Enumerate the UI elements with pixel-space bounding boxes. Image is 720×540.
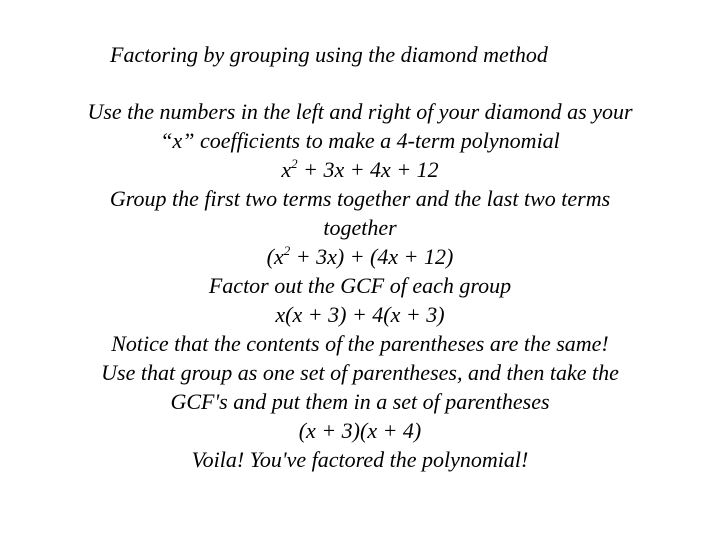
instruction-line-5: Factor out the GCF of each group	[208, 273, 512, 298]
instruction-line-4: together	[323, 215, 397, 240]
factored-result: (x + 3)(x + 4)	[298, 418, 422, 443]
instruction-line-7: Use that group as one set of parentheses, and then take the	[101, 360, 619, 385]
grouped-polynomial-exponent: 2	[283, 242, 291, 258]
instruction-line-6: Notice that the contents of the parentheses are the same!	[111, 331, 609, 356]
grouped-polynomial	[0, 242, 720, 271]
expanded-polynomial-exponent: 2	[291, 155, 298, 171]
conclusion-line: Voila! You've factored the polynomial!	[191, 447, 529, 472]
grouped-polynomial-base: (x	[266, 244, 284, 269]
expanded-polynomial-rest: + 3x + 4x + 12	[297, 157, 439, 182]
instruction-line-8: GCF's and put them in a set of parentheses	[170, 389, 550, 414]
gcf-factored-expression: x(x + 3) + 4(x + 3)	[275, 302, 445, 327]
expanded-polynomial	[0, 155, 720, 184]
grouped-polynomial-rest: + 3x) + (4x + 12)	[290, 244, 454, 269]
instruction-line-1: Use the numbers in the left and right of your diamond as your	[87, 99, 633, 124]
expanded-polynomial-base: x	[281, 157, 292, 182]
instruction-line-2: “x” coefficients to make a 4-term polynomial	[160, 128, 560, 153]
slide-title: Factoring by grouping using the diamond method	[110, 42, 548, 67]
slide-body	[0, 97, 720, 474]
instruction-line-3: Group the first two terms together and the last two terms	[109, 186, 611, 211]
